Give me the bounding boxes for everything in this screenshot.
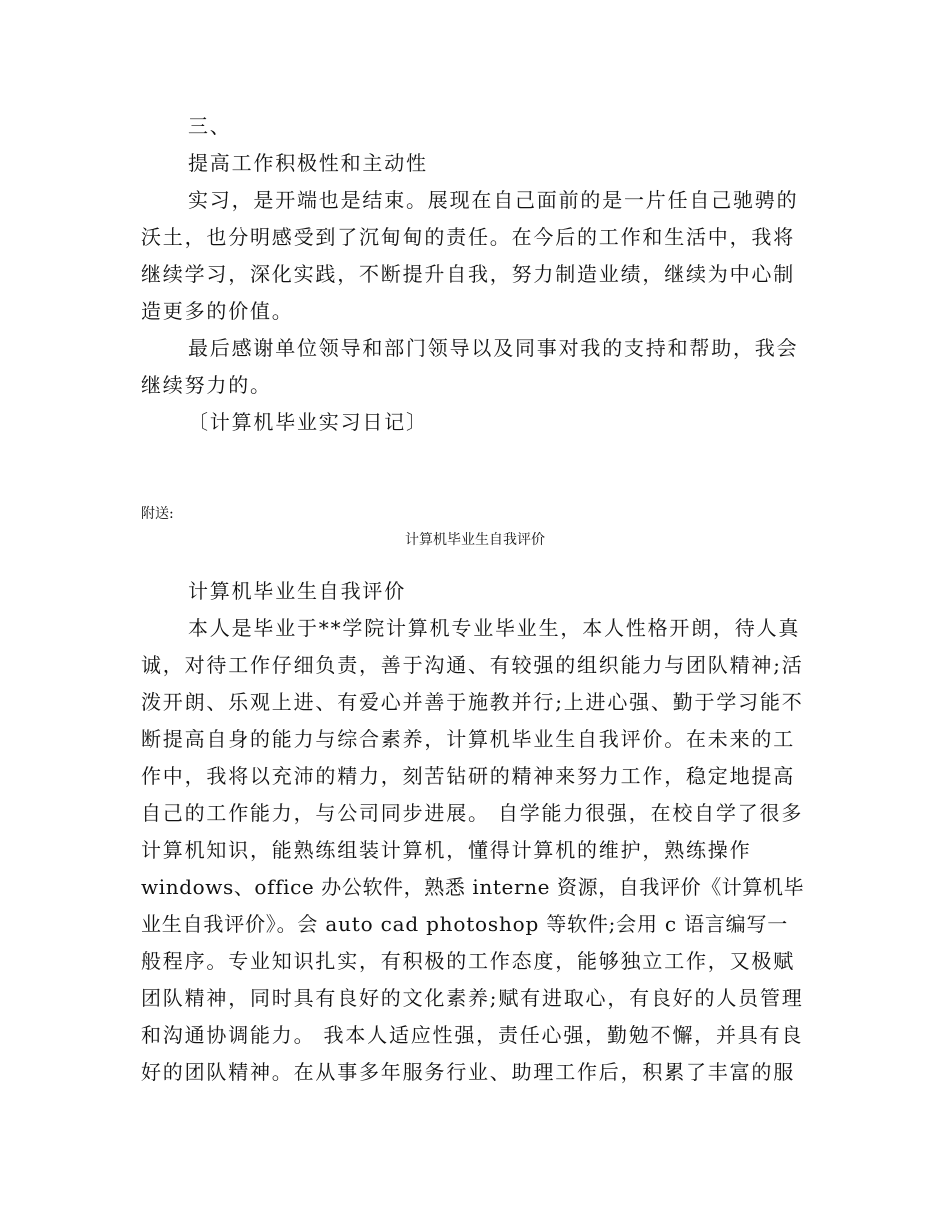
appendix-line: 断提高自身的能力与综合素养，计算机毕业生自我评价。在未来的工 <box>141 727 795 751</box>
appendix-line: 计算机知识，能熟练组装计算机，懂得计算机的维护，熟练操作 <box>141 838 752 862</box>
appendix-line: windows、office 办公软件，熟悉 interne 资源，自我评价《计算机毕 <box>141 875 805 899</box>
appendix-line: 作中，我将以充沛的精力，刻苦钻研的精神来努力工作，稳定地提高 <box>141 764 795 788</box>
source-note: 〔计算机毕业实习日记〕 <box>188 410 428 434</box>
appendix-line: 般程序。专业知识扎实，有积极的工作态度，能够独立工作，又极赋 <box>141 949 795 973</box>
appendix-title: 计算机毕业生自我评价 <box>405 532 545 548</box>
appendix-line: 和沟通协调能力。 我本人适应性强，责任心强，勤勉不懈，并具有良 <box>141 1023 804 1047</box>
appendix-line: 自己的工作能力，与公司同步进展。 自学能力很强，在校自学了很多 <box>141 801 804 825</box>
section-title: 提高工作积极性和主动性 <box>188 151 428 175</box>
paragraph-line: 沃土，也分明感受到了沉甸甸的责任。在今后的工作和生活中，我将 <box>141 225 795 249</box>
appendix-subtitle: 计算机毕业生自我评价 <box>188 579 406 603</box>
appendix-line: 好的团队精神。在从事多年服务行业、助理工作后，积累了丰富的服 <box>141 1060 795 1084</box>
paragraph-line: 实习，是开端也是结束。展现在自己面前的是一片任自己驰骋的 <box>188 188 799 212</box>
appendix-line: 本人是毕业于**学院计算机专业毕业生，本人性格开朗，待人真 <box>188 616 801 640</box>
paragraph-line: 继续努力的。 <box>141 373 272 397</box>
appendix-line: 业生自我评价》。会 auto cad photoshop 等软件;会用 c 语言编写一 <box>141 912 789 936</box>
appendix-line: 泼开朗、乐观上进、有爱心并善于施教并行;上进心强、勤于学习能不 <box>141 690 804 714</box>
section-number: 三、 <box>188 114 232 138</box>
appendix-line: 诚，对待工作仔细负责，善于沟通、有较强的组织能力与团队精神;活 <box>141 653 804 677</box>
paragraph-line: 最后感谢单位领导和部门领导以及同事对我的支持和帮助，我会 <box>188 336 799 360</box>
appendix-label: 附送: <box>141 506 174 522</box>
paragraph-line: 继续学习，深化实践，不断提升自我，努力制造业绩，继续为中心制 <box>141 262 795 286</box>
appendix-line: 团队精神，同时具有良好的文化素养;赋有进取心，有良好的人员管理 <box>141 986 804 1010</box>
paragraph-line: 造更多的价值。 <box>141 299 294 323</box>
